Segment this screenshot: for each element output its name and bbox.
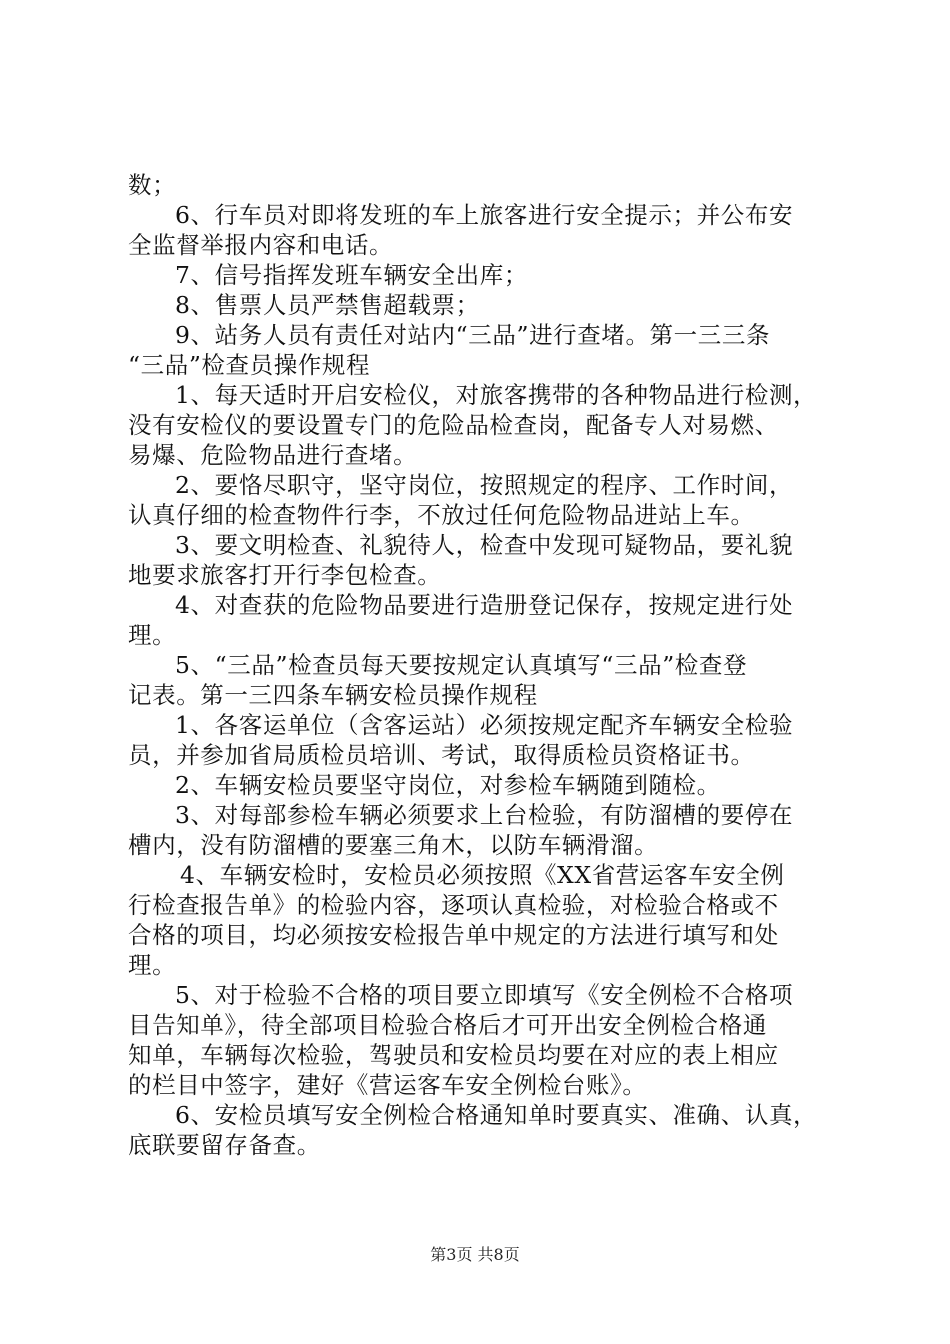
text-line: 目告知单》，待全部项目检验合格后才可开出安全例检合格通 (128, 1011, 767, 1039)
document-body (128, 170, 838, 1160)
text-line: 1、每天适时开启安检仪，对旅客携带的各种物品进行检测， (175, 381, 818, 409)
text-line: 合格的项目，均必须按安检报告单中规定的方法进行填写和处 (128, 921, 779, 949)
text-line: 易爆、危险物品进行查堵。 (128, 441, 418, 469)
text-line: 8、售票人员严禁售超载票； (175, 291, 480, 319)
text-line: “三品”检查员操作规程 (128, 351, 371, 379)
text-line: 7、信号指挥发班车辆安全出库； (175, 261, 528, 289)
text-line: 的栏目中签字，建好《营运客车安全例检台账》。 (128, 1071, 647, 1099)
text-line: 理。 (128, 951, 177, 979)
text-line: 数； (128, 171, 177, 199)
page-number-footer: 第3页 共8页 (430, 1245, 520, 1264)
text-line: 全监督举报内容和电话。 (128, 231, 394, 259)
text-line: 6、安检员填写安全例检合格通知单时要真实、准确、认真， (175, 1101, 818, 1129)
text-line: 2、要恪尽职守，坚守岗位，按照规定的程序、工作时间， (175, 471, 794, 499)
text-line: 槽内，没有防溜槽的要塞三角木，以防车辆滑溜。 (128, 831, 659, 859)
text-line: 认真仔细的检查物件行李，不放过任何危险物品进站上车。 (128, 501, 755, 529)
text-line: 记表。第一三四条车辆安检员操作规程 (128, 681, 538, 709)
text-line: 底联要留存备查。 (128, 1131, 321, 1159)
text-line: 1、各客运单位（含客运站）必须按规定配齐车辆安全检验 (175, 711, 794, 739)
text-line: 4、对查获的危险物品要进行造册登记保存，按规定进行处 (175, 591, 794, 619)
text-line: 6、行车员对即将发班的车上旅客进行安全提示；并公布安 (175, 201, 794, 229)
text-line: 理。 (128, 621, 177, 649)
text-line: 没有安检仪的要设置专门的危险品检查岗，配备专人对易燃、 (128, 411, 779, 439)
text-line: 5、“三品”检查员每天要按规定认真填写“三品”检查登 (175, 651, 748, 679)
text-line: 地要求旅客打开行李包检查。 (128, 561, 442, 589)
text-line: 4、车辆安检时，安检员必须按照《XX省营运客车安全例 (180, 861, 785, 889)
text-line: 3、对每部参检车辆必须要求上台检验，有防溜槽的要停在 (175, 801, 794, 829)
text-line: 9、站务人员有责任对站内“三品”进行查堵。第一三三条 (175, 321, 771, 349)
text-line: 2、车辆安检员要坚守岗位，对参检车辆随到随检。 (175, 771, 721, 799)
text-line: 员，并参加省局质检员培训、考试，取得质检员资格证书。 (128, 741, 755, 769)
text-line: 3、要文明检查、礼貌待人，检查中发现可疑物品，要礼貌 (175, 531, 794, 559)
text-line: 行检查报告单》的检验内容，逐项认真检验，对检验合格或不 (128, 891, 779, 919)
text-line: 知单，车辆每次检验，驾驶员和安检员均要在对应的表上相应 (128, 1041, 779, 1069)
text-line: 5、对于检验不合格的项目要立即填写《安全例检不合格项 (175, 981, 794, 1009)
